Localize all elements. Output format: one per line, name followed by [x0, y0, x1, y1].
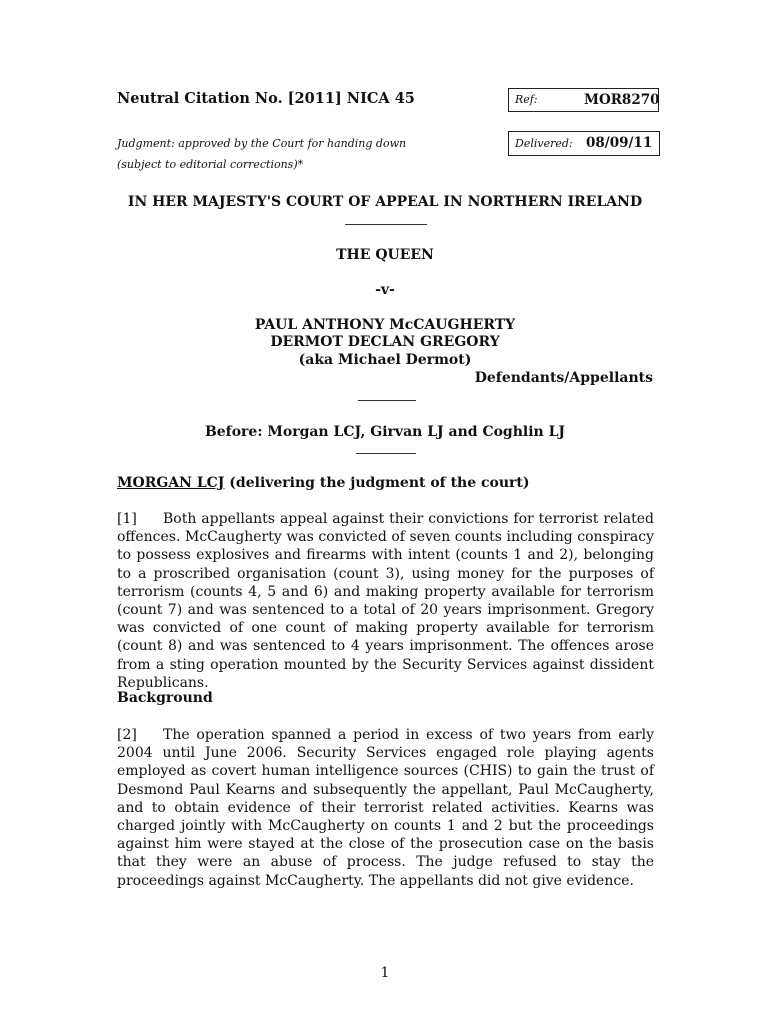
defendant-2: DERMOT DECLAN GREGORY: [270, 334, 500, 350]
approved-note: Judgment: approved by the Court for handing down: [117, 137, 407, 150]
delivered-value: 08/09/11: [586, 135, 653, 151]
divider: [358, 400, 416, 401]
paragraph-text: The operation spanned a period in excess of two years from early 2004 until June 2006. Security Services engaged role playing agents employed as covert human intelligence sources (CHIS) to gain the trust of Desmond Paul Kearns and subsequently the appellant, Paul McCaugherty, and to obtain evidence of their terrorist related activities. Kearns was charged jointly with McCaugherty on counts 1 and 2 but the proceedings against him were stayed at the close of the prosecution case on the basis that they were an abuse of process. The judge refused to stay the proceedings against McCaugherty. The appellants did not give evidence.: [117, 727, 654, 889]
defendant-1: PAUL ANTHONY McCAUGHERTY: [254, 317, 516, 333]
ref-box: [508, 88, 659, 112]
ref-value: MOR8270: [584, 92, 660, 108]
page-number: 1: [380, 965, 390, 981]
subject-note: (subject to editorial corrections)*: [117, 158, 304, 171]
defendant-alias: (aka Michael Dermot): [298, 352, 472, 368]
paragraph-number: [1]: [117, 511, 137, 527]
judge-name: MORGAN LCJ: [117, 475, 225, 491]
background-heading: Background: [117, 690, 213, 706]
divider: [356, 453, 416, 454]
party-role: Defendants/Appellants: [474, 370, 653, 386]
neutral-citation: Neutral Citation No. [2011] NICA 45: [117, 90, 415, 107]
judge-note: (delivering the judgment of the court): [224, 475, 530, 491]
plaintiff: THE QUEEN: [336, 247, 434, 263]
delivered-label: Delivered:: [515, 137, 573, 150]
paragraph-1: [117, 510, 654, 692]
paragraph-2: [117, 726, 654, 890]
ref-label: Ref:: [515, 93, 538, 106]
bench: Before: Morgan LCJ, Girvan LJ and Coghlin LJ: [204, 424, 566, 440]
divider: [345, 224, 427, 225]
delivered-box: [508, 131, 660, 156]
versus: -v-: [375, 282, 395, 298]
paragraph-number: [2]: [117, 727, 137, 743]
court-title: IN HER MAJESTY'S COURT OF APPEAL IN NORTHERN IRELAND: [127, 194, 643, 210]
judgment-heading: [117, 475, 530, 491]
paragraph-text: Both appellants appeal against their convictions for terrorist related offences. McCaugherty was convicted of seven counts including conspiracy to possess explosives and firearms with intent (counts 1 and 2), belonging to a proscribed organisation (count 3), using money for the purposes of terrorism (counts 4, 5 and 6) and making property available for terrorism (count 7) and was sentenced to a total of 20 years imprisonment. Gregory was convicted of one count of making property available for terrorism (count 8) and was sentenced to 4 years imprisonment. The offences arose from a sting operation mounted by the Security Services against dissident Republicans.: [117, 511, 654, 691]
